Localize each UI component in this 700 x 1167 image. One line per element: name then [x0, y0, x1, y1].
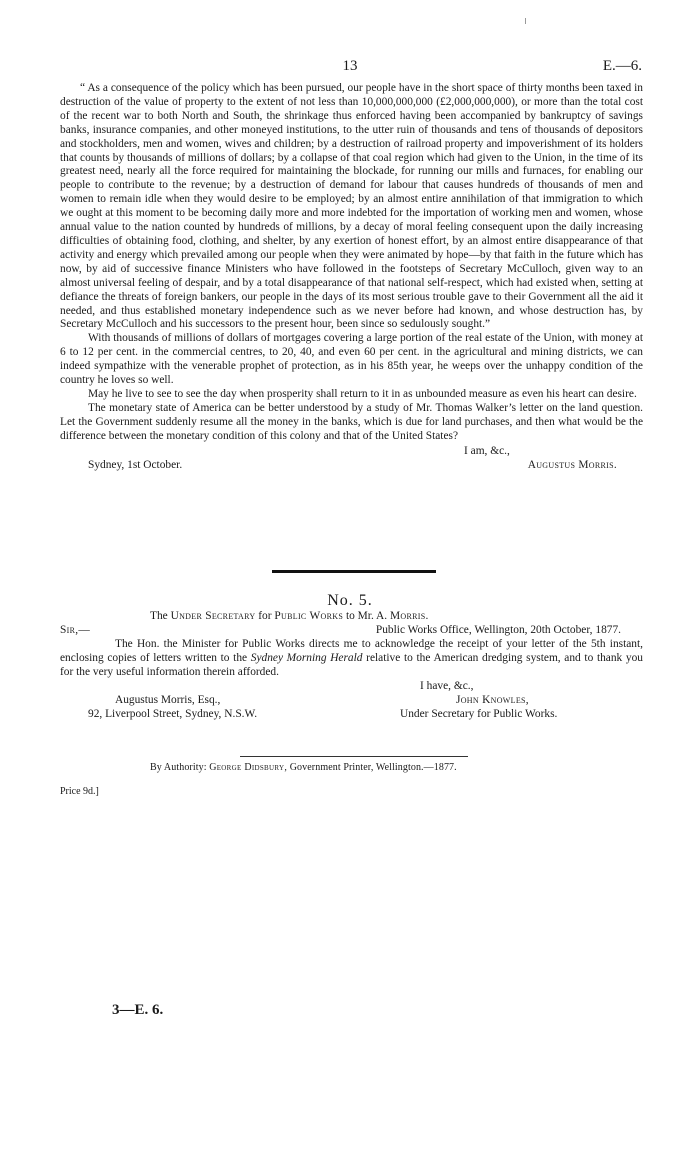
place-date: Sydney, 1st October.: [88, 458, 183, 471]
printer-imprint: By Authority: George Didsbury, Government Printer, Wellington.—1877.: [150, 762, 457, 773]
paragraph-monetary-state: The monetary state of America can be better understood by a study of Mr. Thomas Walker’s letter on the land question. Let the Government suddenly resume all the money in the banks, which is due for land purchases, and then what would be the difference between the monetary condition of this colony and that of the United States?: [60, 401, 643, 442]
address-row: [60, 707, 643, 721]
signature-mark: 3—E. 6.: [112, 1002, 164, 1018]
newspaper-title: Sydney Morning Herald: [250, 652, 363, 664]
place-signature-row: [60, 458, 643, 472]
closing-row: [60, 444, 643, 458]
signer-name: John Knowles,: [456, 694, 529, 706]
letter-closing-row: [60, 679, 643, 693]
article-body: [60, 82, 643, 472]
letter-body: The Hon. the Minister for Public Works directs me to acknowledge the receipt of your letter of the 5th instant, enclosing copies of letters written to the Sydney Morning Herald relative to the American dredging system, and to thank you for the very useful information therein afforded.: [60, 638, 643, 678]
letter-no5: [60, 609, 643, 721]
footer-divider: [240, 756, 468, 757]
price-label: Price 9d.]: [60, 786, 99, 797]
scan-mark: [525, 18, 526, 24]
addressee-address: 92, Liverpool Street, Sydney, N.S.W.: [88, 708, 258, 720]
quoted-paragraph: “ As a consequence of the policy which has been pursued, our people have in the short space of thirty months been taxed in destruction of the value of property to the extent of not less than 10,000,000,000 (£2,000,000,000), or more than the total cost of the recent war to both North and South, the shrinkage thus enforced having been accompanied by bankruptcy of savings banks, insurance companies, and other moneyed institutions, to the utter ruin of thousands and tens of thousands of depositors and stockholders, men and women, wives and children; by a destruction of railroad property and impoverishment of its holders that counts by thousands of millions of dollars; by a collapse of that coal region which had given to the Union, in the time of its greatest need, nearly all the force required for maintaining the blockade, for running our mills and furnaces, for enabling our people to contribute to the revenue; by a destruction of demand for labour that causes hundreds of thousands of men and women to remain idle when they would desire to be employed; by an almost entire annihilation of that immigration to which we ought at this moment to be becoming daily more and more indebted for the importation of working men and women, whose annual value to the nation counted by hundreds of millions, by a decay of moral feeling consequent upon the daily increasing difficulties of obtaining food, clothing, and shelter, by any exertion of honest effort, by an almost entire disappearance of that activity and energy which prevailed among our people when they were animated by hope—by that faith in the future which has now, by aid of successive finance Ministers who have followed in the footsteps of Secretary McCulloch, given way to an almost universal feeling of despair, and by a total disappearance of that national self-respect, which had existed when, setting at defiance the threats of foreign bankers, our people in the days of its most serious trouble gave to their Government all the aid it needed, and thus established monetary independence such as we never before had known, and whose destruction has, by Secretary McCulloch and his successors to the present hour, been since so sedulously sought.”: [60, 82, 643, 331]
closing-text: I am, &c.,: [464, 444, 510, 457]
paragraph-mortgages: With thousands of millions of dollars of mortgages covering a large portion of the real estate of the Union, with money at 6 to 12 per cent. in the commercial centres, to 20, 40, and even 60 per cent. in the agricultural and mining districts, we can indeed sympathize with the venerable prophet of protection, as in his 85th year, he weeps over the unhappy condition of the country he loves so well.: [60, 332, 643, 387]
author-signature: Augustus Morris.: [527, 458, 617, 471]
letter-number: No. 5.: [327, 592, 373, 609]
page-number: 13: [342, 58, 358, 74]
letter-closing: I have, &c.,: [420, 680, 474, 692]
letter-title: The Under Secretary for Public Works to Mr. A. Morris.: [150, 610, 429, 622]
office-date: Public Works Office, Wellington, 20th October, 1877.: [375, 624, 621, 636]
salutation-row: [60, 623, 643, 637]
paragraph-wish: May he live to see to see the day when prosperity shall return to it in as unbounded measure as even his heart can desire.: [88, 387, 637, 400]
document-reference: E.—6.: [602, 58, 642, 74]
signer-title: Under Secretary for Public Works.: [400, 708, 558, 720]
section-divider: [272, 570, 436, 573]
salutation: Sir,—: [60, 624, 91, 636]
addressee-name: Augustus Morris, Esq.,: [115, 694, 221, 706]
names-row: [60, 693, 643, 707]
